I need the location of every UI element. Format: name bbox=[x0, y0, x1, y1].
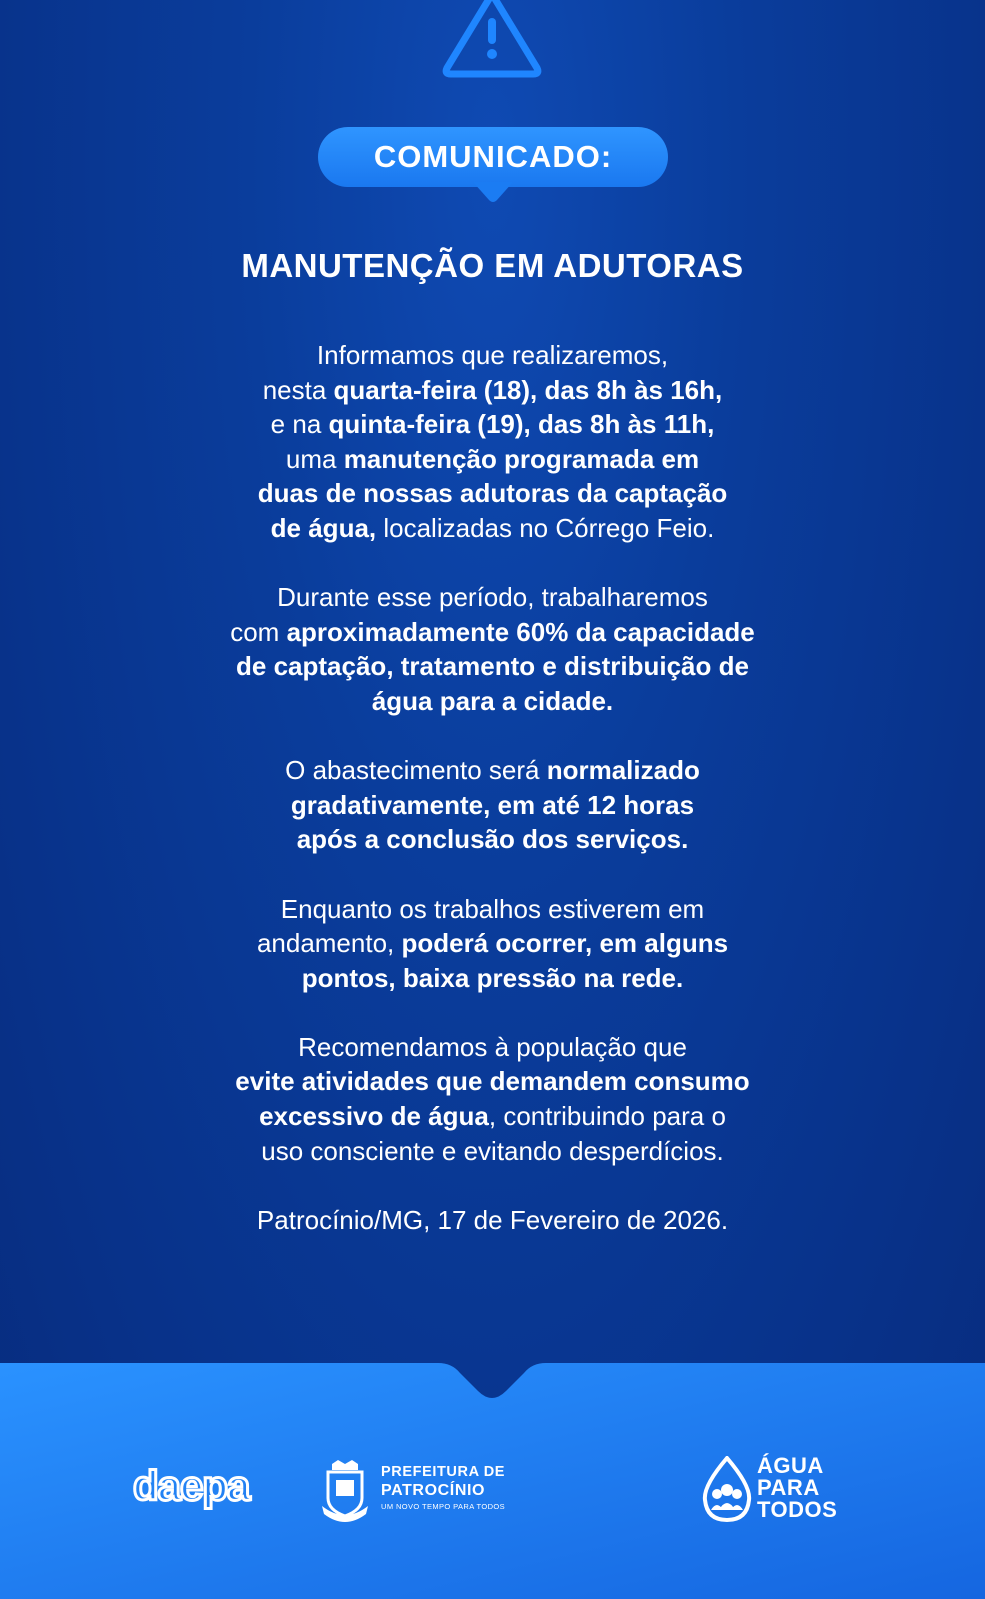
comunicado-badge: COMUNICADO: bbox=[318, 127, 668, 187]
paragraph-recommendation: Recomendamos à população que evite atividades que demandem consumo excessivo de água, contribuindo para o uso consciente e evitando desperdícios. bbox=[235, 1031, 750, 1166]
agua-para-todos-logo: ÁGUA PARA TODOS bbox=[757, 1453, 838, 1522]
svg-text:daepa: daepa bbox=[133, 1466, 250, 1509]
prefeitura-logo: PREFEITURA DE PATROCÍNIO UM NOVO TEMPO PARA TODOS bbox=[381, 1464, 506, 1511]
announcement-body bbox=[0, 338, 985, 1272]
daepa-logo bbox=[133, 1466, 293, 1512]
page-title: MANUTENÇÃO EM ADUTORAS bbox=[241, 247, 744, 284]
paragraph-normalization: O abastecimento será normalizado gradativamente, em até 12 horas após a conclusão dos serviços. bbox=[285, 755, 700, 855]
city-crest-icon bbox=[318, 1458, 372, 1524]
signature-date: Patrocínio/MG, 17 de Fevereiro de 2026. bbox=[256, 1204, 729, 1235]
warning-triangle-icon bbox=[437, 0, 547, 80]
paragraph-capacity: Durante esse período, trabalharemos com aproximadamente 60% da capacidade de captação, tratamento e distribuição de água para a cidade. bbox=[230, 582, 755, 716]
paragraph-pressure: Enquanto os trabalhos estiverem em andamento, poderá ocorrer, em alguns pontos, baixa pressão na rede. bbox=[256, 893, 729, 993]
badge-pointer bbox=[473, 182, 513, 204]
paragraph-schedule: Informamos que realizaremos, nesta quarta-feira (18), das 8h às 16h, e na quinta-feira (19), das 8h às 11h, uma manutenção programada em duas de nossas adutoras da captação de água, localizadas no Córrego Feio. bbox=[257, 340, 728, 543]
water-drop-people-icon bbox=[701, 1456, 753, 1522]
